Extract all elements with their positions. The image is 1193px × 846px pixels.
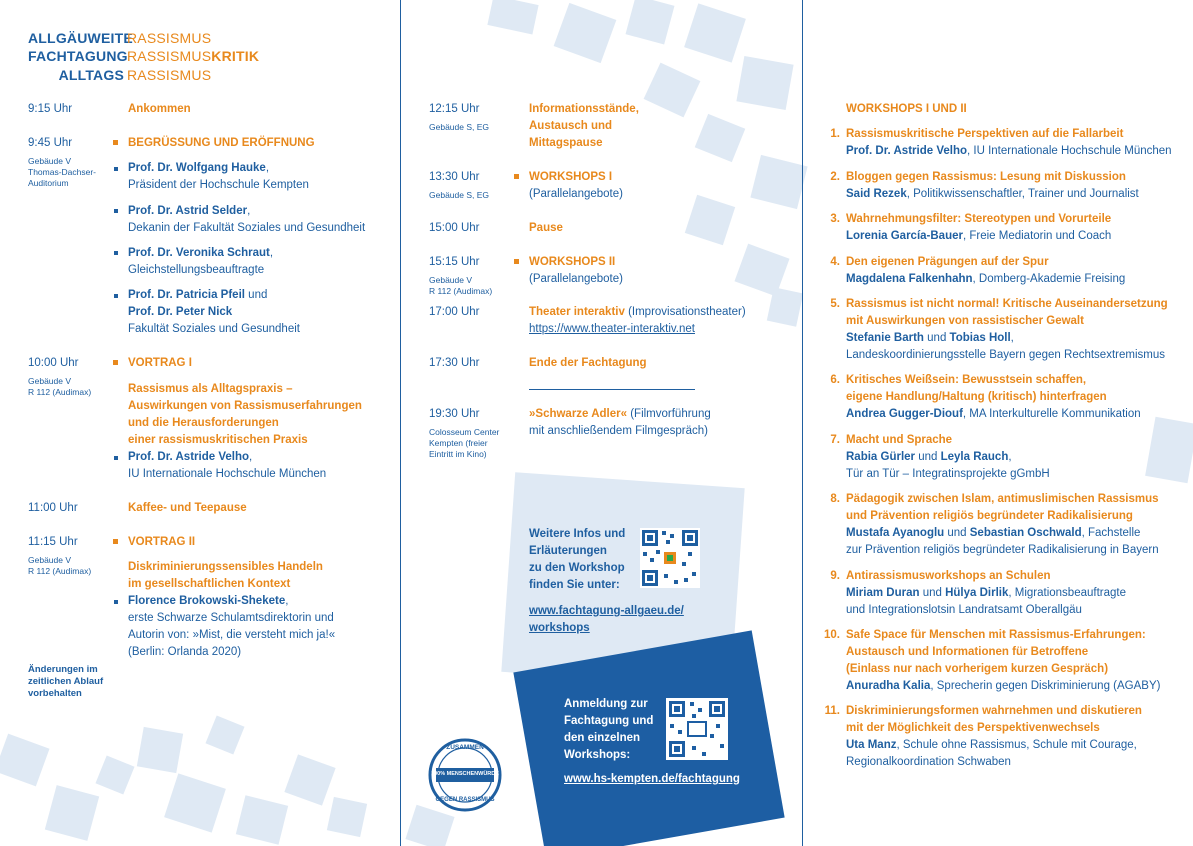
workshop-presenter: Anuradha Kalia, Sprecherin gegen Diskriminierung (AGABY) [846,680,1161,692]
workshop-presenter: Mustafa Ayanoglu und Sebastian Oschwald, Fachstelle [846,527,1141,539]
workshop-number: 1. [830,128,840,140]
title-line2-left: FACHTAGUNG [28,48,128,64]
event-vortrag-1: VORTRAG I [128,357,192,369]
location-0945-a: Gebäude V [28,156,72,166]
location-1115-b: R 112 (Audimax) [28,566,92,576]
seal-logo [428,738,502,812]
speaker-hauke-role: Präsident der Hochschule Kempten [128,179,309,191]
workshop-presenter: Magdalena Falkenhahn, Domberg-Akademie Freising [846,273,1126,285]
location-1515-b: R 112 (Audimax) [429,286,493,296]
location-1930-b: Kempten (freier [429,438,488,448]
workshop-presenter: Uta Manz, Schule ohne Rassismus, Schule mit Courage, [846,739,1137,751]
workshop-title: eigene Handlung/Haltung (kritisch) hinterfragen [846,391,1107,403]
bullet-square [514,174,519,179]
workshop-number: 7. [830,434,840,446]
workshop-title: und Prävention religiös begründeter Radikalisierung [846,510,1133,522]
speaker-brokowski-role-c: (Berlin: Orlanda 2020) [128,646,242,658]
workshop-number: 2. [830,171,840,183]
workshop-presenter: Lorenia García-Bauer, Freie Mediatorin und Coach [846,230,1112,242]
event-info-b: Austausch und [529,120,613,132]
workshop-presenter: Stefanie Barth und Tobias Holl, [846,332,1014,344]
time-1930: 19:30 Uhr [429,408,480,420]
speaker-pfeil: Prof. Dr. Patricia Pfeil und [128,289,268,301]
workshop-title: Bloggen gegen Rassismus: Lesung mit Diskussion [846,171,1126,183]
workshop-presenter: Miriam Duran und Hülya Dirlik, Migrationsbeauftragte [846,587,1126,599]
location-1215: Gebäude S, EG [429,122,490,132]
title-line3-right: RASSISMUS [127,67,212,83]
vortrag-1-title-b: Auswirkungen von Rassismuserfahrungen [128,400,362,412]
vortrag-2-title-a: Diskriminierungssensibles Handeln [128,561,323,573]
location-1930-a: Colosseum Center [429,427,500,437]
workshop-presenter: Andrea Gugger-Diouf, MA Interkulturelle Kommunikation [846,408,1141,420]
workshop-title: Wahrnehmungsfilter: Stereotypen und Vorurteile [846,213,1112,225]
bullet-square [514,259,519,264]
workshop-number: 9. [830,570,840,582]
change-note-b: zeitlichen Ablauf [28,676,104,687]
workshop-title: Rassismus ist nicht normal! Kritische Auseinandersetzung [846,298,1168,310]
workshop-number: 5. [830,298,840,310]
workshops-heading: WORKSHOPS I UND II [846,103,967,115]
fold-line-1 [400,0,401,846]
speaker-nick: Prof. Dr. Peter Nick [128,306,233,318]
speaker-selder-role: Dekanin der Fakultät Soziales und Gesundheit [128,222,366,234]
time-1000: 10:00 Uhr [28,357,79,369]
event-film-sub: mit anschließendem Filmgespräch) [529,425,708,437]
bullet-square [113,360,118,365]
location-1000-b: R 112 (Audimax) [28,387,92,397]
workshop-title: Antirassismusworkshops an Schulen [846,570,1051,582]
workshop-number: 10. [824,629,840,641]
seal-text-top: ZUSAMMEN [446,744,484,751]
speaker-pfeil-nick-role: Fakultät Soziales und Gesundheit [128,323,300,335]
vortrag-1-title-c: und die Herausforderungen [128,417,279,429]
speaker-schraut-role: Gleichstellungsbeauftragte [128,264,265,276]
change-note-a: Änderungen im [28,664,98,675]
bullet [114,456,118,460]
workshop-presenter: Prof. Dr. Astride Velho, IU Internationale Hochschule München [846,145,1172,157]
time-1215: 12:15 Uhr [429,103,480,115]
registration-text-a: Anmeldung zur [564,698,648,710]
workshop-presenter-role: Tür an Tür – Integratinsprojekte gGmbH [846,468,1050,480]
location-1930-c: Eintritt im Kino) [429,449,487,459]
speaker-brokowski-role-b: Autorin von: »Mist, die versteht mich ja!« [128,629,336,641]
workshop-presenter-role: Landeskoordinierungsstelle Bayern gegen Rechtsextremismus [846,349,1165,361]
time-1330: 13:30 Uhr [429,171,480,183]
speaker-selder: Prof. Dr. Astrid Selder, [128,205,251,217]
speaker-schraut: Prof. Dr. Veronika Schraut, [128,247,274,259]
location-1115-a: Gebäude V [28,555,72,565]
separator-line [529,389,695,390]
speaker-brokowski-role-a: erste Schwarze Schulamtsdirektorin und [128,612,334,624]
event-workshops-2-sub: (Parallelangebote) [529,273,623,285]
registration-text-d: Workshops: [564,749,631,761]
location-0945-b: Thomas-Dachser- [28,167,97,177]
workshop-title: Diskriminierungsformen wahrnehmen und diskutieren [846,705,1142,717]
event-pause: Pause [529,222,563,234]
time-0945: 9:45 Uhr [28,137,73,149]
workshop-title: Den eigenen Prägungen auf der Spur [846,256,1049,268]
bullet [114,251,118,255]
event-ende: Ende der Fachtagung [529,357,647,369]
info-text-d: finden Sie unter: [529,579,620,591]
qr-code-workshops[interactable] [640,528,700,588]
time-1515: 15:15 Uhr [429,256,480,268]
title-line3-left: ALLTAGS [58,67,124,83]
workshop-number: 4. [830,256,840,268]
workshop-title: Macht und Sprache [846,434,953,446]
bullet-square [113,140,118,145]
workshop-title: Kritisches Weißsein: Bewusstsein schaffen, [846,374,1087,386]
location-1330: Gebäude S, EG [429,190,490,200]
workshop-presenter-role: und Integrationslotsin Landratsamt Oberallgäu [846,604,1082,616]
event-film: »Schwarze Adler« (Filmvorführung [529,408,711,420]
bullet-square [113,539,118,544]
location-1000-a: Gebäude V [28,376,72,386]
info-link-a[interactable]: www.fachtagung-allgaeu.de/ [529,605,684,617]
speaker-hauke: Prof. Dr. Wolfgang Hauke, [128,162,270,174]
info-text-c: zu den Workshop [529,562,625,574]
workshop-presenter: Rabia Gürler und Leyla Rauch, [846,451,1012,463]
fold-line-2 [802,0,803,846]
workshop-presenter: Said Rezek, Politikwissenschaftler, Trainer und Journalist [846,188,1139,200]
workshop-title: Safe Space für Menschen mit Rassismus-Erfahrungen: [846,629,1146,641]
registration-link[interactable]: www.hs-kempten.de/fachtagung [564,773,740,785]
workshop-title: Pädagogik zwischen Islam, antimuslimischen Rassismus [846,493,1159,505]
time-0915: 9:15 Uhr [28,103,73,115]
time-1730: 17:30 Uhr [429,357,480,369]
time-1100: 11:00 Uhr [28,502,78,514]
workshop-presenter-role: zur Prävention religiös begründeter Radikalisierung in Bayern [846,544,1159,556]
workshop-presenter-role: Regionalkoordination Schwaben [846,756,1011,768]
event-begruessung: BEGRÜSSUNG UND ERÖFFNUNG [128,137,315,149]
registration-text-c: den einzelnen [564,732,641,744]
vortrag-1-title-a: Rassismus als Alltagspraxis – [128,383,293,395]
time-1700: 17:00 Uhr [429,306,480,318]
event-info-c: Mittagspause [529,137,603,149]
bullet [114,600,118,604]
workshop-number: 11. [824,705,840,717]
workshop-number: 8. [830,493,840,505]
vortrag-2-title-b: im gesellschaftlichen Kontext [128,578,291,590]
event-workshops-2: WORKSHOPS II [529,256,616,268]
seal-text-middle: 100% MENSCHENWÜRDE [431,771,499,777]
info-text-b: Erläuterungen [529,545,607,557]
speaker-velho-role: IU Internationale Hochschule München [128,468,327,480]
time-1500: 15:00 Uhr [429,222,480,234]
location-0945-c: Auditorium [28,178,69,188]
bullet [114,167,118,171]
workshop-number: 6. [830,374,840,386]
seal-text-bottom: GEGEN RASSISMUS [435,797,495,803]
change-note-c: vorbehalten [28,688,82,699]
workshop-title: Rassismuskritische Perspektiven auf die Fallarbeit [846,128,1124,140]
vortrag-1-title-d: einer rassismuskritischen Praxis [128,434,308,446]
info-link-b[interactable]: workshops [529,622,590,634]
location-1515-a: Gebäude V [429,275,473,285]
workshop-title: Austausch und Informationen für Betroffene [846,646,1089,658]
time-1115: 11:15 Uhr [28,536,78,548]
workshop-title: (Einlass nur nach vorherigem kurzen Gespräch) [846,663,1109,675]
event-ankommen: Ankommen [128,103,191,115]
event-vortrag-2: VORTRAG II [128,536,196,548]
info-text-a: Weitere Infos und [529,528,626,540]
event-workshops-1: WORKSHOPS I [529,171,613,183]
workshop-number: 3. [830,213,840,225]
title-line1-left: ALLGÄUWEITE [28,30,133,46]
bullet [114,209,118,213]
event-workshops-1-sub: (Parallelangebote) [529,188,623,200]
title-line2-right: RASSISMUSKRITIK [127,48,260,64]
title-line1-right: RASSISMUS [127,30,212,46]
speaker-brokowski: Florence Brokowski-Shekete, [128,595,289,607]
registration-text-b: Fachtagung und [564,715,654,727]
theater-link[interactable]: https://www.theater-interaktiv.net [529,323,695,335]
bullet [114,294,118,298]
event-theater: Theater interaktiv (Improvisationstheater) [529,306,746,318]
event-kaffeepause: Kaffee- und Teepause [128,502,247,514]
qr-code-registration[interactable] [666,698,728,760]
workshop-title: mit der Möglichkeit des Perspektivenwechsels [846,722,1100,734]
workshop-title: mit Auswirkungen von rassistischer Gewalt [846,315,1084,327]
event-info-a: Informationsstände, [529,103,639,115]
speaker-velho: Prof. Dr. Astride Velho, [128,451,253,463]
